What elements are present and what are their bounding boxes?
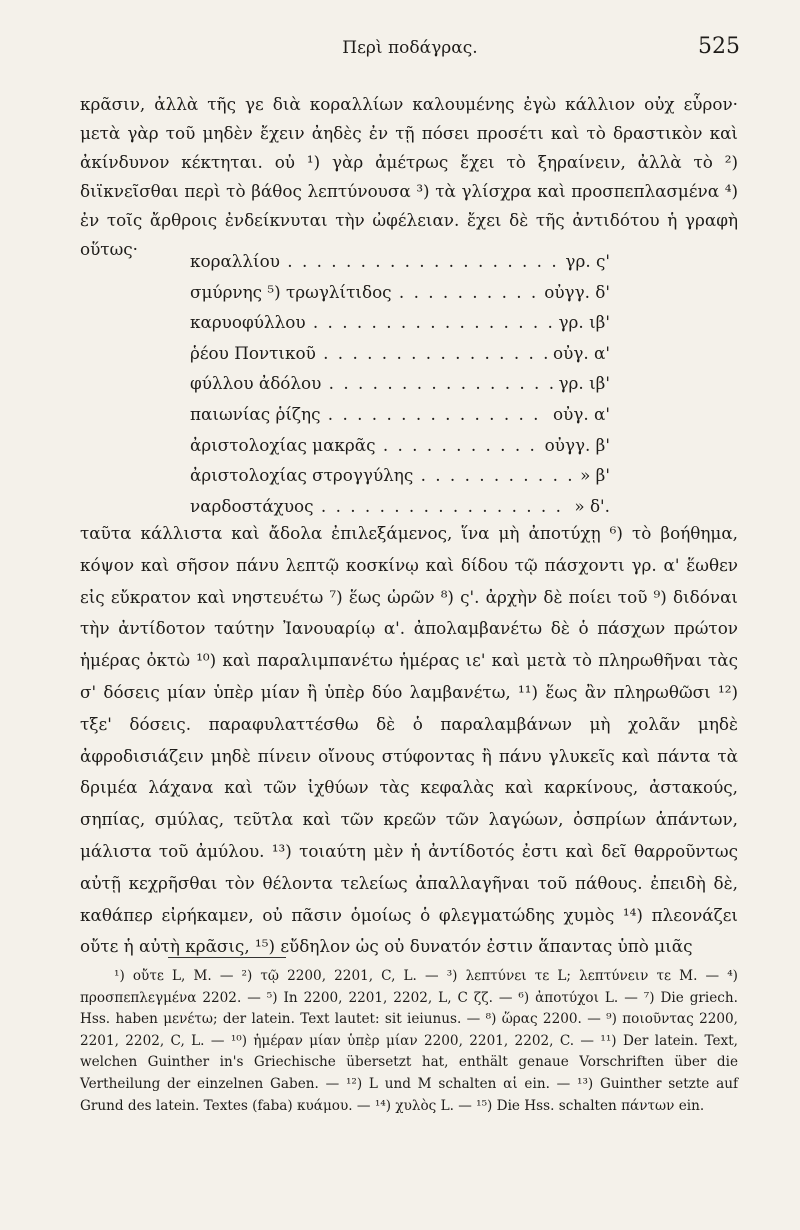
recipe-ingredient: ῥέου Ποντικοῦ . . .: [190, 338, 547, 369]
page-number: 525: [698, 34, 740, 59]
recipe-amount: γρ. ιβ': [553, 307, 610, 338]
footnotes-block: [80, 966, 738, 1117]
recipe-amount: οὐγγ. δ': [538, 277, 610, 308]
main-paragraph-block: [80, 518, 738, 963]
recipe-amount: » β': [574, 460, 610, 491]
recipe-amount: γρ. ς': [559, 246, 610, 277]
recipe-row: [190, 491, 610, 522]
recipe-amount: οὐγ. α': [547, 399, 610, 430]
intro-paragraph: κρᾶσιν, ἀλλὰ τῆς γε διὰ κοραλλίων καλουμένης ἐγὼ κάλλιον οὐχ εὗρον· μετὰ γὰρ τοῦ μηδὲν ἔχειν ἀηδὲς ἐν τῇ πόσει προσέτι καὶ τὸ δραστικὸν καὶ ἀκίνδυνον κέκτηται. οὐ ¹) γὰρ ἀμέτρως ἔχει τὸ ξηραίνειν, ἀλλὰ τὸ ²) διϊκνεῖσθαι περὶ τὸ βάθος λεπτύνουσα ³) τὰ γλίσχρα καὶ προσπεπλασμένα ⁴) ἐν τοῖς ἄρθροις ἐνδείκνυται τὴν ὠφέλειαν. ἔχει δὲ τῆς ἀντιδότου ἡ γραφὴ οὕτως·: [80, 94, 738, 259]
recipe-ingredient: ναρδοστάχυος . . .: [190, 491, 568, 522]
main-paragraph: ταῦτα κάλλιστα καὶ ἄδολα ἐπιλεξάμενος, ἵνα μὴ ἀποτύχῃ ⁶) τὸ βοήθημα, κόψον καὶ σῆσον πάνυ λεπτῷ κοσκίνῳ καὶ δίδου τῷ πάσχοντι γρ. α' ἕωθεν εἰς εὔκρατον καὶ νηστευέτω ⁷) ἕως ὡρῶν ⁸) ς'. ἀρχὴν δὲ ποίει τοῦ ⁹) διδόναι τὴν ἀντίδοτον ταύτην Ἰανουαρίῳ α'. ἀπολαμβανέτω δὲ ὁ πάσχων πρώτον ἡμέρας ὀκτὼ ¹⁰) καὶ παραλιμπανέτω ἡμέρας ιε' καὶ μετὰ τὸ πληρωθῆναι τὰς σ' δόσεις μίαν ὑπὲρ μίαν ἢ ὑπὲρ δύο λαμβανέτω, ¹¹) ἕως ἂν πληρωθῶσι ¹²) τξε' δόσεις. παραφυλαττέσθω δὲ ὁ παραλαμβάνων μὴ χολᾶν μηδὲ ἀφροδισιάζειν μηδὲ πίνειν οἴνους στύφοντας ἢ πάνυ γλυκεῖς καὶ πάντα τὰ δριμέα λάχανα καὶ τῶν ἰχθύων τὰς κεφαλὰς καὶ καρκίνους, ἀστακούς, σηπίας, σμύλας, τεῦτλα καὶ τῶν κρεῶν τῶν λαγώων, ὀσπρίων ἁπάντων, μάλιστα τοῦ ἀμύλου. ¹³) τοιαύτη μὲν ἡ ἀντίδοτός ἐστι καὶ δεῖ θαρροῦντως αὐτῇ κεχρῆσθαι τὸν θέλοντα τελείως ἀπαλλαγῆναι τοῦ πάθους. ἐπειδὴ δὲ, καθάπερ εἰρήκαμεν, οὐ πᾶσιν ὁμοίως ὁ φλεγματώδης χυμὸς ¹⁴) πλεονάζει οὔτε ἡ αὐτὴ κρᾶσις, ¹⁵) εὔδηλον ὡς οὐ δυνατόν ἐστιν ἅπαντας ὑπὸ μιᾶς: [80, 523, 738, 957]
footnote-divider: [168, 957, 286, 958]
recipe-row: [190, 368, 610, 399]
recipe-amount: γρ. ιβ': [553, 368, 610, 399]
recipe-amount: οὐγ. α': [547, 338, 610, 369]
recipe-ingredient: καρυοφύλλου . . .: [190, 307, 553, 338]
intro-paragraph-block: [80, 90, 738, 264]
recipe-row: [190, 460, 610, 491]
recipe-list: [190, 246, 610, 521]
recipe-row: [190, 307, 610, 338]
recipe-row: [190, 399, 610, 430]
recipe-row: [190, 246, 610, 277]
recipe-ingredient: ἀριστολοχίας στρογγύλης . . .: [190, 460, 574, 491]
recipe-ingredient: κοραλλίου . . .: [190, 246, 559, 277]
page-header: [80, 34, 740, 64]
recipe-ingredient: ἀριστολοχίας μακρᾶς . . .: [190, 430, 539, 461]
recipe-row: [190, 277, 610, 308]
recipe-amount: » δ'.: [568, 491, 610, 522]
recipe-ingredient: παιωνίας ῥίζης . . .: [190, 399, 547, 430]
recipe-row: [190, 430, 610, 461]
footnotes-text: ¹) οὔτε L, M. — ²) τῷ 2200, 2201, C, L. — ³) λεπτύνει τε L; λεπτύνειν τε M. — ⁴) προσπεπλεγμένα 2202. — ⁵) In 2200, 2201, 2202, L, C ζζ. — ⁶) ἀποτύχοι L. — ⁷) Die griech. Hss. haben μενέτω; der latein. Text lautet: sit ieiunus. — ⁸) ὥρας 2200. — ⁹) ποιοῦντας 2200, 2201, 2202, C, L. — ¹⁰) ἡμέραν μίαν ὑπὲρ μίαν 2200, 2201, 2202, C. — ¹¹) Der latein. Text, welchen Guinther in's Griechische übersetzt hat, enthält genaue Vorschriften über die Vertheilung der einzelnen Gaben. — ¹²) L und M schalten αἱ ein. — ¹³) Guinther setzte auf Grund des latein. Textes (faba) κυάμου. — ¹⁴) χυλὸς L. — ¹⁵) Die Hss. schalten πάντων ein.: [80, 968, 738, 1114]
recipe-amount: οὐγγ. β': [539, 430, 610, 461]
running-title: Περὶ ποδάγρας.: [342, 38, 478, 58]
recipe-row: [190, 338, 610, 369]
recipe-ingredient: φύλλου ἀδόλου . . .: [190, 368, 553, 399]
recipe-ingredient: σμύρνης ⁵) τρωγλίτιδος . . .: [190, 277, 538, 308]
